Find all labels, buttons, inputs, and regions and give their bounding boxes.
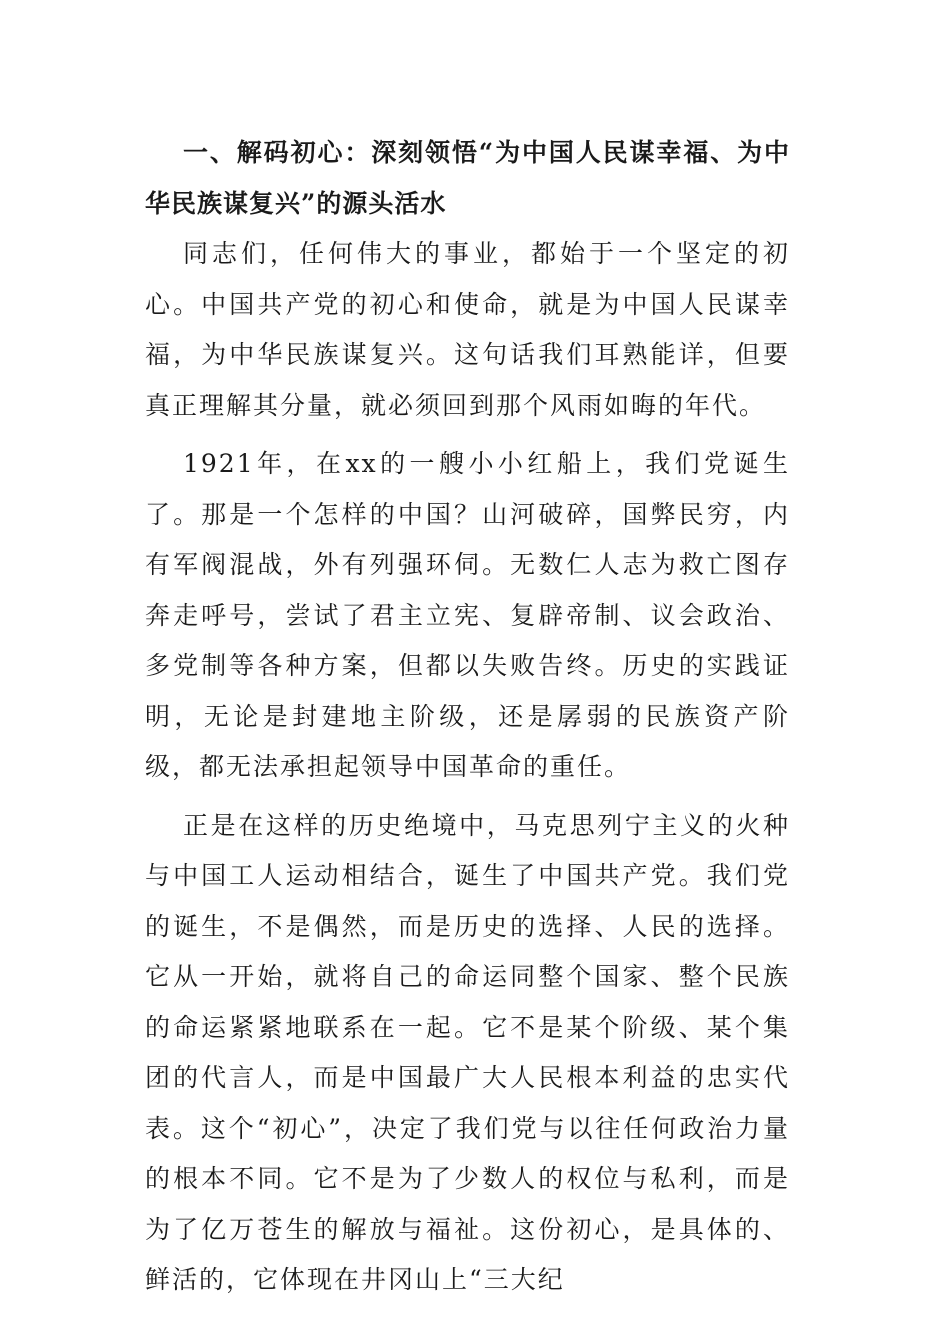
paragraph-1: 同志们，任何伟大的事业，都始于一个坚定的初心。中国共产党的初心和使命，就是为中国人民谋幸福，为中华民族谋复兴。这句话我们耳熟能详，但要真正理解其分量，就必须回到那个风雨如晦的年代。 — [145, 239, 790, 420]
paragraph-3: 正是在这样的历史绝境中，马克思列宁主义的火种与中国工人运动相结合，诞生了中国共产党。我们党的诞生，不是偶然，而是历史的选择、人民的选择。它从一开始，就将自己的命运同整个国家、整个民族的命运紧紧地联系在一起。它不是某个阶级、某个集团的代言人，而是中国最广大人民根本利益的忠实代表。这个“初心”，决定了我们党与以往任何政治力量的根本不同。它不是为了少数人的权位与私利，而是为了亿万苍生的解放与福祉。这份初心，是具体的、鲜活的，它体现在井冈山上“三大纪 — [145, 810, 790, 1294]
paragraph-2: 1921年，在xx的一艘小小红船上，我们党诞生了。那是一个怎样的中国？山河破碎，国弊民穷，内有军阀混战，外有列强环伺。无数仁人志为救亡图存奔走呼号，尝试了君主立宪、复辟帝制、议会政治、多党制等各种方案，但都以失败告终。历史的实践证明，无论是封建地主阶级，还是孱弱的民族资产阶级，都无法承担起领导中国革命的重任。 — [145, 449, 790, 781]
document-body — [145, 128, 790, 1310]
section-heading: 一、解码初心：深刻领悟“为中国人民谋幸福、为中华民族谋复兴”的源头活水 — [145, 138, 790, 218]
